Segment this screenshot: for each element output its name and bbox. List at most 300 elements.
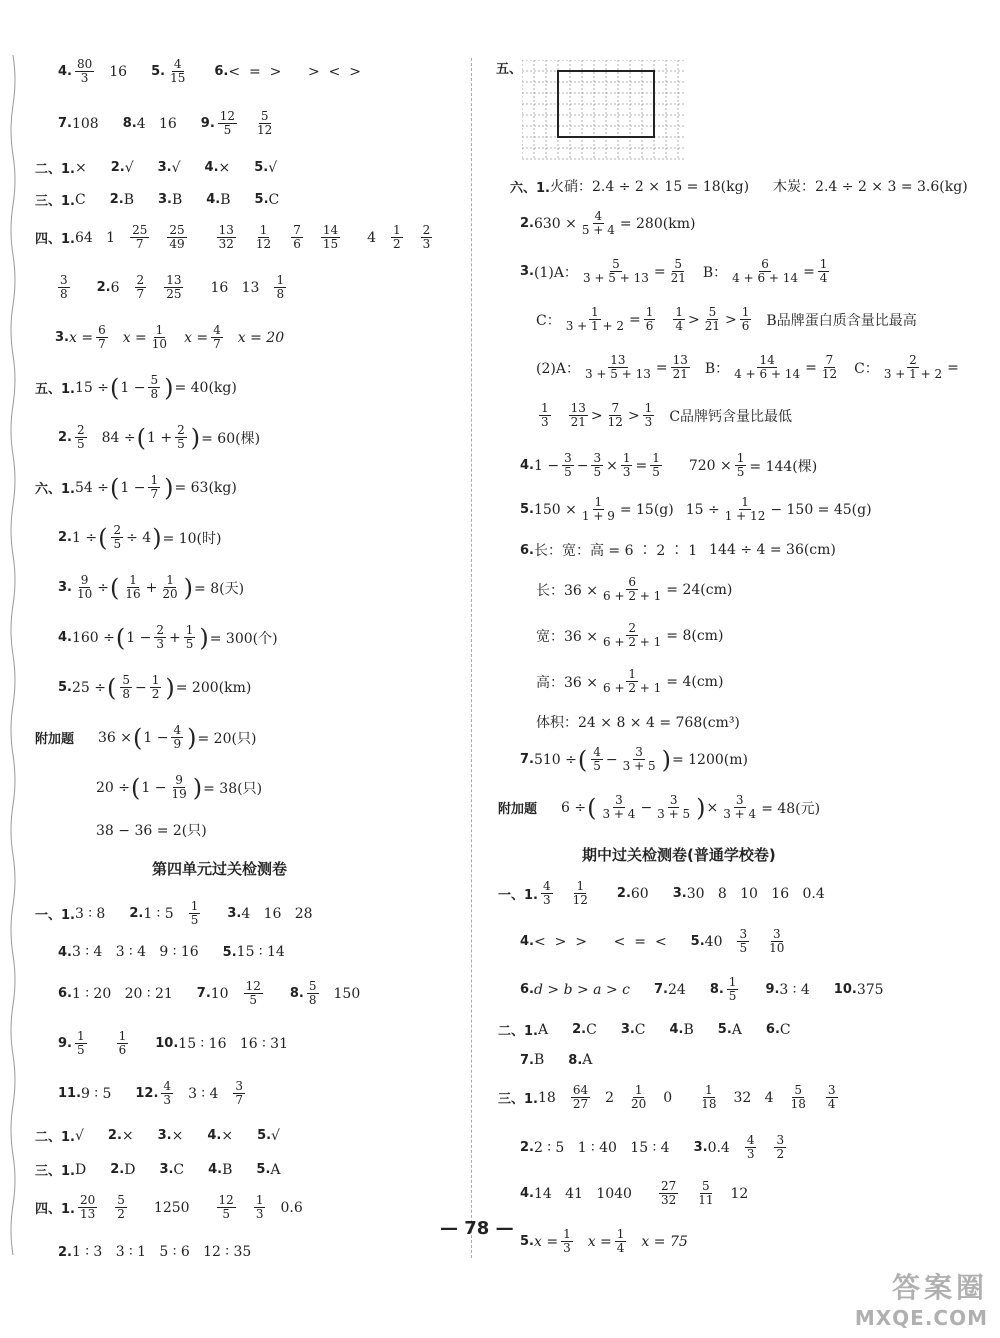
equation-text: 木炭：2.4 ÷ 2 × 3 = 3.6(kg) <box>773 179 968 195</box>
answer-value: C <box>779 1021 791 1038</box>
answer-value: C <box>634 1021 646 1038</box>
fraction: $\frac{13}{3 + 5 + 13}$ <box>584 353 651 381</box>
answer-row <box>520 496 872 523</box>
answer-row: 20 ÷ ( 1 − $\frac{9}{19}$ ) = 38(只) <box>96 773 263 802</box>
fraction: $\frac{1}{3}$ <box>255 1193 264 1221</box>
answer-value: 108 <box>71 115 99 132</box>
fraction: $\frac{3}{4}$ <box>827 1083 836 1111</box>
item-number: 5. <box>257 1128 272 1143</box>
equation-text: B： <box>702 264 728 281</box>
answer-row <box>520 258 832 285</box>
fraction: $\frac{9}{10}$ <box>76 573 93 601</box>
equation-text: 150 × <box>533 501 577 518</box>
answer-row <box>520 1228 688 1255</box>
equation-text: 1 − <box>533 457 560 474</box>
equation-text: = 60(棵) <box>201 430 261 447</box>
item-number: 4. <box>58 64 72 79</box>
answer-value: A <box>731 1021 742 1038</box>
answer-value: 3 ∶ 4 <box>188 1085 219 1102</box>
fraction: $\frac{7}{12}$ <box>607 401 623 429</box>
answer-value: 1 ∶ 3 3 ∶ 1 5 ∶ 6 12 ∶ 35 <box>71 1244 252 1260</box>
answer-row <box>536 712 740 732</box>
equation-text: = 144(棵) <box>749 458 818 475</box>
answer-row <box>520 976 884 1003</box>
item-number: 5. <box>254 160 269 175</box>
answer-value: 12 <box>730 1185 749 1202</box>
fraction: $\frac{1}{6}$ <box>118 1029 127 1057</box>
equation-text: = 4(cm) <box>666 673 724 690</box>
fraction: $\frac{4}{9}$ <box>173 723 182 751</box>
fraction: $\frac{1}{16}$ <box>125 573 141 601</box>
answer-row: 7. 510 ÷ ( $\frac{4}{5}$ − $\frac{3}{3 + 5}$ ) = 1200(m) <box>520 745 748 774</box>
answer-value: 16 <box>109 63 128 80</box>
answer-value: B <box>123 191 134 208</box>
fraction: $\frac{80}{3}$ <box>76 57 93 85</box>
item-number: 2. <box>107 1128 122 1143</box>
answer-row <box>58 980 360 1007</box>
equation-text: = 63(kg) <box>174 479 237 496</box>
fraction: $\frac{3}{3 + 4}$ <box>602 793 636 821</box>
fraction: $\frac{3}{5}$ <box>564 451 572 479</box>
equation-text: = 48(元) <box>761 800 821 817</box>
equation-text: = <box>805 359 817 376</box>
equation-text: 20 ÷ <box>96 779 130 796</box>
item-number: 4. <box>208 1162 223 1177</box>
answer-value: B <box>683 1021 694 1038</box>
item-number: 5. <box>254 192 269 207</box>
equation-text: > <box>688 311 700 328</box>
item-number: 6. <box>214 64 229 79</box>
answer-value: 60 <box>630 885 649 902</box>
fraction: $\frac{1}{3}$ <box>541 401 549 429</box>
item-number: 5. <box>58 680 72 695</box>
answer-row <box>498 880 825 907</box>
answer-row <box>35 190 279 209</box>
equation-text: x = <box>68 329 94 346</box>
item-number: 3. <box>55 330 69 345</box>
equation-text: ÷ <box>97 579 109 596</box>
equation-text: 15 ÷ <box>685 501 720 518</box>
item-number: 4. <box>207 1128 222 1143</box>
answer-value: < > > < = < <box>533 933 667 950</box>
watermark-line1: 答案圈 <box>891 1271 988 1304</box>
item-number: 5. <box>520 502 534 517</box>
unit4-title: 第四单元过关检测卷 <box>152 860 288 878</box>
fraction: $\frac{1}{6 + 2 + 1}$ <box>603 667 662 695</box>
equation-text: 54 ÷ <box>74 479 109 496</box>
fraction: $\frac{1}{5}$ <box>728 975 737 1003</box>
equation-text: = 40(kg) <box>174 379 237 396</box>
conclusion-text: C品牌钙含量比最低 <box>669 408 793 425</box>
equation-text: x = <box>587 1233 612 1250</box>
item-number: 8. <box>709 982 724 997</box>
answer-row <box>498 1084 841 1111</box>
fraction: $\frac{25}{7}$ <box>132 223 148 251</box>
answer-row <box>35 1160 281 1179</box>
fraction: $\frac{13}{21}$ <box>672 353 688 381</box>
item-number: 6. <box>520 542 534 558</box>
equation-text: × <box>706 799 719 816</box>
answer-value: A <box>270 1161 281 1178</box>
fraction: $\frac{1}{2}$ <box>151 673 160 701</box>
item-number: 4. <box>669 1022 684 1037</box>
answer-value: C <box>586 1021 597 1038</box>
fraction: $\frac{1}{6}$ <box>645 305 654 333</box>
fraction: $\frac{2}{3}$ <box>422 223 431 251</box>
equation-text: 15 ÷ <box>74 379 109 396</box>
answer-row <box>58 1244 251 1260</box>
answer-row <box>520 210 695 237</box>
fraction: $\frac{25}{49}$ <box>169 223 185 251</box>
item-number: 5. <box>520 1234 534 1249</box>
equation-text: = 8(cm) <box>666 627 724 644</box>
fraction: $\frac{1}{5}$ <box>652 451 660 479</box>
equation-text: = <box>803 263 815 280</box>
answer-row <box>35 900 313 927</box>
equation-text: (2)A： <box>536 360 580 377</box>
item-number: 2. <box>58 530 72 545</box>
fraction: $\frac{3}{8}$ <box>60 273 68 301</box>
equation-text: > <box>725 311 737 328</box>
item-number: 8. <box>568 1052 583 1068</box>
item-number: 4. <box>58 944 72 960</box>
answer-row <box>55 274 289 301</box>
equation-text: 高：36 × <box>536 674 598 691</box>
item-number: 7. <box>58 116 72 131</box>
equation-text: = 1200(m) <box>671 751 748 768</box>
answer-value: 4 16 28 <box>241 905 313 922</box>
fraction: $\frac{5}{3 + 5 + 13}$ <box>582 257 649 285</box>
fraction: $\frac{5}{8}$ <box>308 979 317 1007</box>
equation-text: 38 − 36 = 2(只) <box>96 823 207 839</box>
fraction: $\frac{6}{6 + 2 + 1}$ <box>603 575 662 603</box>
item-number: 5. <box>222 944 237 960</box>
equation-text: × <box>606 457 618 474</box>
answer-row <box>520 1052 592 1068</box>
equation-text: x = <box>184 329 209 346</box>
fraction: $\frac{3}{3 + 5}$ <box>657 793 691 821</box>
answer-value: × <box>171 1127 184 1144</box>
item-number: 11. <box>58 1086 82 1101</box>
answer-row <box>496 58 522 77</box>
answer-row <box>35 1194 303 1221</box>
equation-text: 1 ÷ <box>71 529 98 546</box>
equation-text: − 150 = 45(g) <box>770 501 872 518</box>
equation-text: ÷ 4 <box>126 529 152 546</box>
section-prefix: 六、1. <box>35 482 75 497</box>
item-number: 3. <box>58 580 72 595</box>
fraction: $\frac{1}{5}$ <box>185 623 194 651</box>
fraction: $\frac{1}{5}$ <box>190 899 199 927</box>
answer-value: 1 ∶ 20 20 ∶ 21 <box>71 985 173 1002</box>
answer-value: 24 <box>667 981 686 998</box>
item-number: 4. <box>520 934 534 949</box>
bonus-label: 附加题 <box>498 802 538 817</box>
fraction: $\frac{1}{8}$ <box>276 273 285 301</box>
equation-text: = 10(时) <box>162 530 222 547</box>
fraction: $\frac{7}{6}$ <box>293 223 301 251</box>
item-number: 2. <box>96 280 111 295</box>
equation-text: = 38(只) <box>203 780 263 797</box>
equation-text: 长：宽：高 = 6 ∶ 2 ∶ 1 <box>533 543 698 559</box>
answer-row <box>58 110 277 137</box>
item-number: 2. <box>109 192 124 207</box>
item-number: 2. <box>520 216 534 231</box>
item-number: 9. <box>765 982 780 997</box>
equation-text: = 280(km) <box>619 215 696 232</box>
answer-row <box>520 1180 748 1207</box>
section-prefix: 三、1. <box>498 1092 538 1107</box>
equation-text: = 15(g) <box>619 501 674 518</box>
grid-rectangle-diagram <box>522 60 686 160</box>
fraction: $\frac{2}{7}$ <box>136 273 145 301</box>
equation-text: 1 − <box>141 779 167 796</box>
answer-row <box>520 540 836 560</box>
item-number: 3. <box>157 1128 172 1143</box>
fraction: $\frac{64}{27}$ <box>572 1083 589 1111</box>
item-number: 3. <box>520 264 534 279</box>
answer-value: D <box>124 1161 136 1178</box>
answer-value: 1 ∶ 5 <box>143 905 174 922</box>
equation-text: = <box>655 359 668 376</box>
equation-text: − <box>640 799 653 816</box>
equation-text: 1 − <box>120 379 146 396</box>
section-prefix: 三、1. <box>35 194 75 209</box>
item-number: 2. <box>616 886 631 901</box>
fraction: $\frac{1}{20}$ <box>631 1083 647 1111</box>
binding-edge <box>8 55 18 1255</box>
answer-row <box>520 452 817 479</box>
fraction: $\frac{1}{7}$ <box>150 473 159 501</box>
item-number: 4. <box>58 630 72 645</box>
equation-text: 160 ÷ <box>71 629 115 646</box>
fraction: $\frac{5}{21}$ <box>704 305 721 333</box>
fraction: $\frac{1}{18}$ <box>701 1083 717 1111</box>
fraction: $\frac{3}{5}$ <box>739 927 748 955</box>
item-number: 3. <box>157 192 172 207</box>
fraction: $\frac{3}{2}$ <box>776 1133 785 1161</box>
answer-row <box>536 622 723 649</box>
fraction: $\frac{5}{18}$ <box>790 1083 806 1111</box>
answer-value: C <box>74 191 86 208</box>
equation-text: 1 + <box>147 429 173 446</box>
answer-row: 六、1. 54 ÷ ( 1 − $\frac{1}{7}$ ) = 63(kg) <box>35 473 237 502</box>
section-prefix: 四、1. <box>35 232 75 247</box>
equation-text: = 200(km) <box>175 679 252 696</box>
fraction: $\frac{1}{2}$ <box>393 223 401 251</box>
item-number: 10. <box>155 1036 179 1051</box>
answer-value: × <box>221 1127 234 1144</box>
answer-value: 30 8 10 16 0.4 <box>686 885 825 902</box>
fraction: $\frac{1}{3}$ <box>644 401 653 429</box>
watermark-line2: MXQE.COM <box>854 1306 988 1330</box>
equation-text: = 24(cm) <box>666 581 733 598</box>
midterm-title: 期中过关检测卷(普通学校卷) <box>582 846 776 864</box>
item-number: 3. <box>672 886 687 901</box>
fraction: $\frac{14}{15}$ <box>322 223 339 251</box>
answer-row <box>510 176 968 196</box>
fraction: $\frac{27}{32}$ <box>660 1179 677 1207</box>
item-number: 10. <box>833 982 857 997</box>
equation-text: > <box>627 407 640 424</box>
answer-row <box>536 668 723 695</box>
fraction: $\frac{1}{5}$ <box>736 451 745 479</box>
fraction: $\frac{7}{12}$ <box>821 353 838 381</box>
item-number: 8. <box>122 116 137 131</box>
item-number: 3. <box>693 1140 708 1155</box>
answer-value: √ <box>171 159 181 176</box>
fraction: $\frac{1}{3 + 1 + 2}$ <box>565 305 624 333</box>
fraction: $\frac{4}{5}$ <box>593 745 601 773</box>
fraction: $\frac{4}{5 + 4}$ <box>581 209 615 237</box>
answer-value: 2 ∶ 5 1 ∶ 40 15 ∶ 4 <box>533 1139 670 1156</box>
item-number: 6. <box>765 1022 780 1037</box>
equation-text: x = <box>122 329 147 346</box>
fraction: $\frac{1}{5}$ <box>76 1029 85 1057</box>
answer-value: 3 ∶ 4 3 ∶ 4 9 ∶ 16 <box>71 944 199 960</box>
item-number: 12. <box>135 1086 159 1101</box>
answer-value: 16 13 <box>210 279 260 296</box>
answer-value: 9 ∶ 5 <box>81 1085 112 1102</box>
answer-row <box>536 576 732 603</box>
answer-row <box>58 58 361 85</box>
answer-row <box>96 820 207 840</box>
equation-text: = <box>947 359 959 376</box>
item-number: 5. <box>717 1022 732 1037</box>
answer-value: 0.6 <box>280 1199 303 1216</box>
item-number: 7. <box>196 986 211 1001</box>
equation-text: − <box>605 751 618 768</box>
answer-row <box>520 928 789 955</box>
fraction: $\frac{20}{13}$ <box>79 1193 96 1221</box>
fraction: $\frac{1}{20}$ <box>162 573 178 601</box>
item-number: 5. <box>151 64 166 79</box>
item-number: 3. <box>159 1162 174 1177</box>
fraction: $\frac{5}{8}$ <box>122 673 130 701</box>
fraction: $\frac{13}{25}$ <box>166 273 182 301</box>
item-number: 2. <box>110 160 125 175</box>
bonus-label: 附加题 <box>35 732 75 747</box>
section-prefix: 一、1. <box>35 908 75 923</box>
item-number: 9. <box>58 1036 72 1051</box>
answer-value: 4 <box>367 229 377 246</box>
fraction: $\frac{14}{4 + 6 + 14}$ <box>734 353 801 381</box>
fraction: $\frac{4}{15}$ <box>170 57 186 85</box>
equation-text: = 8(天) <box>194 580 245 597</box>
answer-row <box>498 1020 791 1039</box>
equation-text: x = 75 <box>641 1233 688 1250</box>
fraction: $\frac{4}{7}$ <box>213 323 221 351</box>
answer-row: 5. 25 ÷ ( $\frac{5}{8}$ − $\frac{1}{2}$ ) = 200(km) <box>58 673 252 702</box>
answer-value: 64 1 <box>74 229 116 246</box>
section-prefix: 二、1. <box>498 1024 538 1039</box>
column-divider <box>471 58 472 1258</box>
equation-text: 6 ÷ <box>561 799 587 816</box>
fraction: $\frac{3}{3 + 4}$ <box>723 793 757 821</box>
answer-value: 3 ∶ 8 <box>74 905 106 922</box>
page-number: — 78 — <box>440 1218 514 1239</box>
answer-value: 15 ∶ 14 <box>236 944 285 960</box>
item-number: 5. <box>256 1162 271 1177</box>
item-number: 3. <box>157 160 172 175</box>
fraction: $\frac{2}{6 + 2 + 1}$ <box>603 621 662 649</box>
answer-value: × <box>218 159 231 176</box>
item-number: 7. <box>654 982 668 997</box>
answer-row <box>35 1126 280 1145</box>
equation-text: 1 − <box>120 479 146 496</box>
answer-row <box>35 224 435 251</box>
answer-value: 18 <box>537 1089 556 1106</box>
answer-row: 附加题 6 ÷ ( $\frac{3}{3 + 4}$ − $\frac{3}{3 + 5}$ ) × $\frac{3}{3 + 4}$ = 48(元) <box>498 793 821 822</box>
answer-row: 五、1. 15 ÷ ( 1 − $\frac{5}{8}$ ) = 40(kg) <box>35 373 237 402</box>
fraction: $\frac{13}{32}$ <box>218 223 234 251</box>
equation-text: 36 × <box>98 729 133 746</box>
answer-value: 6 <box>110 279 120 296</box>
answer-row <box>58 1080 248 1107</box>
item-number: 7. <box>520 1052 534 1068</box>
answer-value: √ <box>268 159 278 176</box>
equation-text: B： <box>704 360 730 377</box>
equation-text: 长：36 × <box>536 582 598 599</box>
answer-value: 0 <box>663 1089 673 1106</box>
item-number: 4. <box>520 458 534 473</box>
answer-value: A <box>537 1021 549 1038</box>
fraction: $\frac{1}{12}$ <box>255 223 272 251</box>
fraction: $\frac{12}{5}$ <box>219 109 236 137</box>
item-number: 3. <box>620 1022 635 1037</box>
equation-text: 宽：36 × <box>536 628 598 645</box>
answer-row: 2. $\frac{2}{5}$ 84 ÷ ( 1 + $\frac{2}{5}$ ) = 60(棵) <box>58 423 261 452</box>
equation-text: = <box>635 457 648 474</box>
answer-row: 附加题 36 × ( 1 − $\frac{4}{9}$ ) = 20(只) <box>35 723 257 752</box>
fraction: $\frac{1}{4}$ <box>675 305 684 333</box>
fraction: $\frac{1}{4}$ <box>819 257 828 285</box>
section-prefix: 一、1. <box>498 888 538 903</box>
fraction: $\frac{12}{5}$ <box>218 1193 234 1221</box>
answer-value: × <box>121 1127 134 1144</box>
equation-text: 720 × <box>688 457 732 474</box>
fraction: $\frac{2}{5}$ <box>76 423 85 451</box>
section-prefix: 五、1. <box>35 382 75 397</box>
section-prefix: 五、 <box>496 62 523 77</box>
section-prefix: 二、1. <box>35 1130 75 1145</box>
watermark-logo <box>855 1266 988 1330</box>
fraction: $\frac{3}{7}$ <box>235 1079 244 1107</box>
answer-row <box>520 1134 789 1161</box>
equation-text: x = 20 <box>237 329 285 346</box>
answer-row: 4. 160 ÷ ( 1 − $\frac{2}{3}$ + $\frac{1}{5}$ ) = 300(个) <box>58 623 278 652</box>
fraction: $\frac{1}{6}$ <box>741 305 750 333</box>
item-number: 4. <box>520 1186 534 1201</box>
item-number: 4. <box>204 160 219 175</box>
equation-text: 火硝：2.4 ÷ 2 × 15 = 18(kg) <box>549 179 750 195</box>
fraction: $\frac{9}{19}$ <box>171 773 187 801</box>
answer-value: C <box>173 1161 185 1178</box>
fraction: $\frac{1}{3}$ <box>563 1227 571 1255</box>
section-prefix: 四、1. <box>35 1202 75 1217</box>
fraction: $\frac{2}{3}$ <box>156 623 164 651</box>
equation-text: − <box>576 457 589 474</box>
item-number: 9. <box>200 116 215 131</box>
equation-text: + <box>145 579 158 596</box>
equation-text: 84 ÷ <box>101 429 136 446</box>
answer-row: 3. $\frac{9}{10}$ ÷ ( $\frac{1}{16}$ + $\frac{1}{20}$ ) = 8(天) <box>58 573 245 602</box>
answer-row <box>536 354 959 381</box>
answer-value: B <box>171 191 183 208</box>
item-number: 6. <box>520 982 534 997</box>
section-prefix: 二、1. <box>35 162 75 177</box>
answer-value: d > b > a > c <box>533 981 630 998</box>
